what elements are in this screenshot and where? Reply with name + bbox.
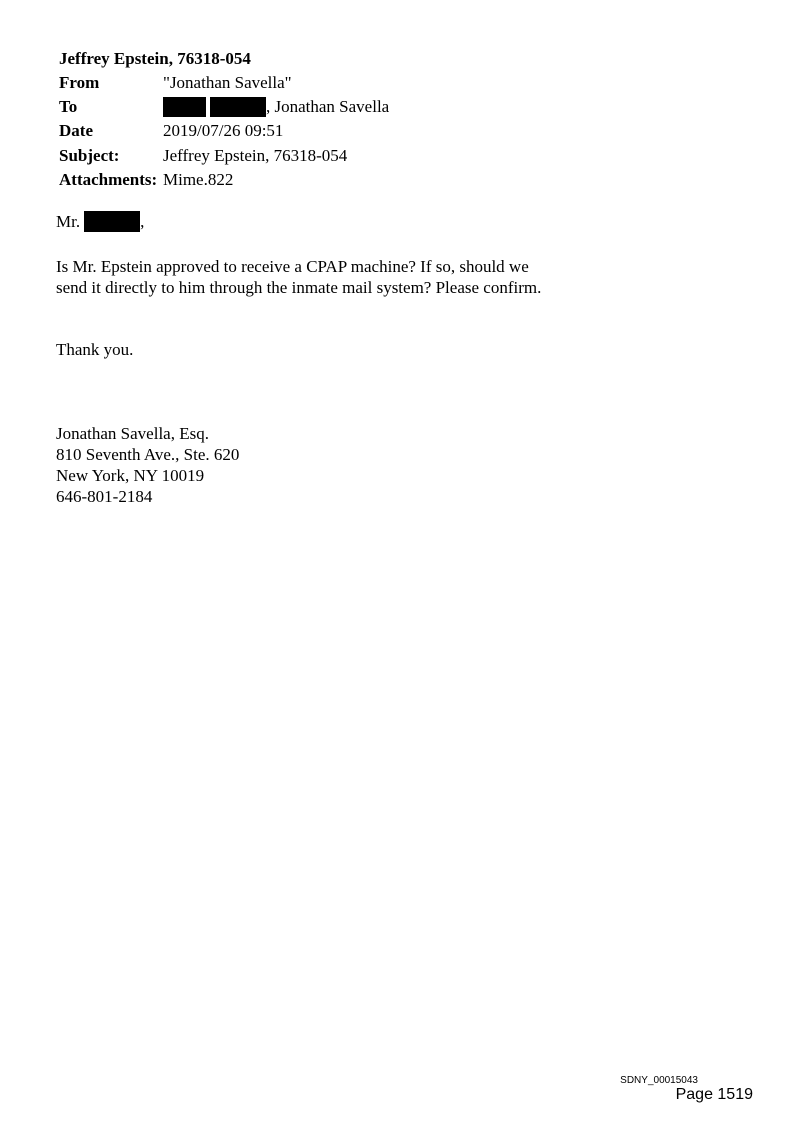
salutation-suffix: , <box>140 212 145 231</box>
signature-phone: 646-801-2184 <box>56 487 153 506</box>
to-value-suffix: , Jonathan Savella <box>266 97 390 116</box>
signature-name: Jonathan Savella, Esq. <box>56 424 209 443</box>
bates-number: SDNY_00015043 <box>620 1075 698 1086</box>
attachments-value: Mime.822 <box>163 170 234 189</box>
redaction-box <box>163 97 206 117</box>
from-label: From <box>59 73 100 92</box>
body-line: Is Mr. Epstein approved to receive a CPAP machine? If so, should we <box>56 257 529 276</box>
to-value <box>163 97 389 117</box>
salutation-prefix: Mr. <box>56 212 81 231</box>
signature-block <box>56 423 239 507</box>
body-line: send it directly to him through the inmate mail system? Please confirm. <box>56 278 542 297</box>
signature-city: New York, NY 10019 <box>56 466 205 485</box>
redaction-box <box>84 211 140 232</box>
redaction-box <box>210 97 266 117</box>
date-label: Date <box>59 121 93 140</box>
page-number: Page 1519 <box>675 1086 753 1103</box>
signature-address: 810 Seventh Ave., Ste. 620 <box>56 445 240 464</box>
body-paragraph <box>56 256 541 298</box>
salutation <box>56 211 144 232</box>
date-value: 2019/07/26 09:51 <box>163 121 284 140</box>
subject-value: Jeffrey Epstein, 76318-054 <box>163 146 348 165</box>
subject-label: Subject: <box>59 146 120 165</box>
attachments-label: Attachments: <box>59 170 158 189</box>
email-title: Jeffrey Epstein, 76318-054 <box>59 49 251 68</box>
from-value: "Jonathan Savella" <box>163 73 292 92</box>
closing-paragraph: Thank you. <box>56 340 134 359</box>
to-label: To <box>59 97 78 116</box>
